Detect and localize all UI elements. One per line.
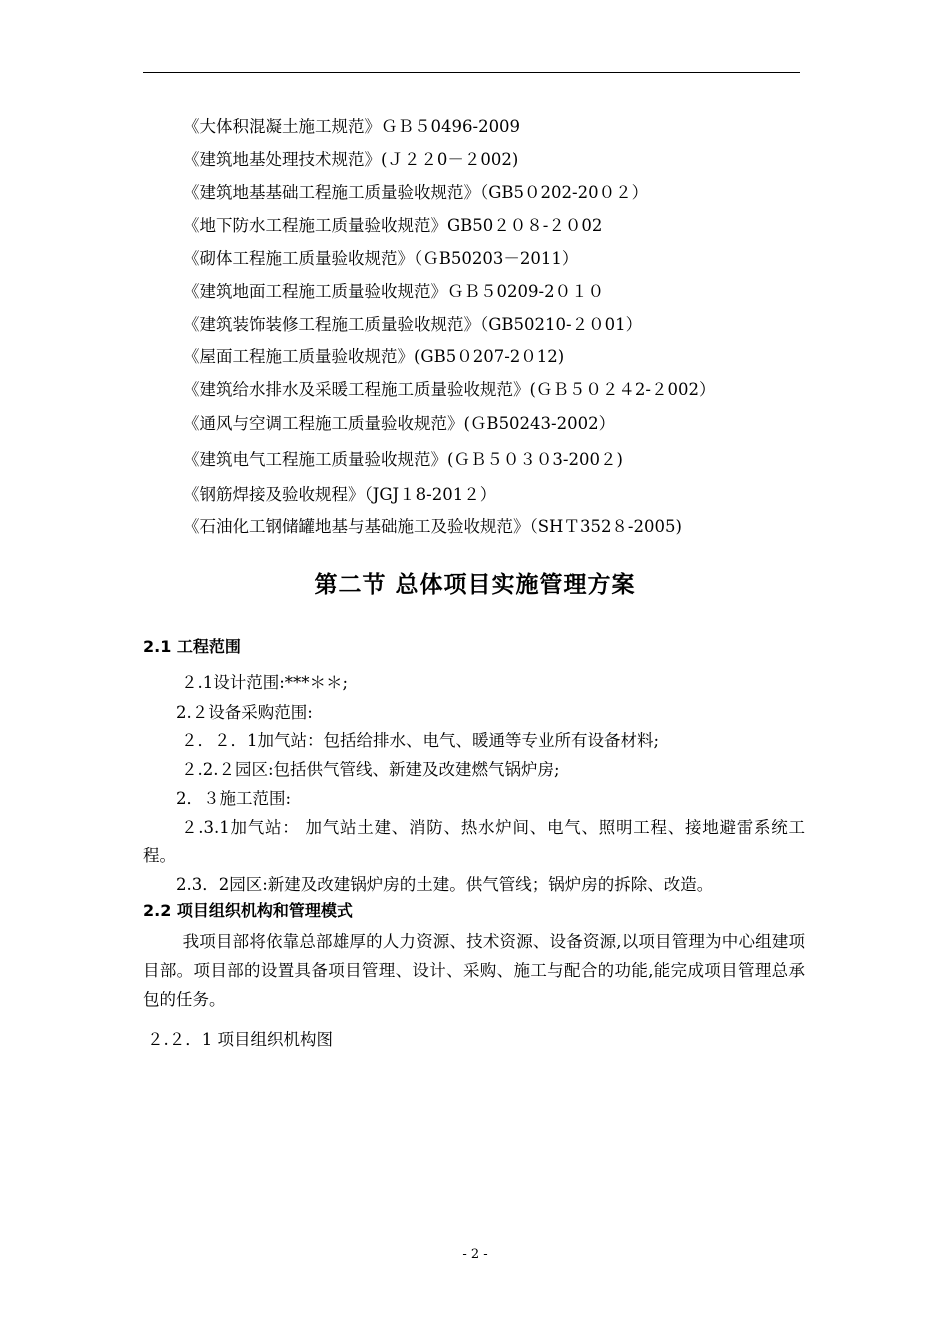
- heading-2-2-1: ２.２．1 项目组织机构图: [147, 1030, 333, 1049]
- page-number: - 2 -: [462, 1247, 488, 1262]
- scope-construction-gas-station: ２.3.1加气站： 加气站土建、消防、热水炉间、电气、照明工程、接地避雷系统工程。: [143, 818, 805, 865]
- standard-item: 《建筑装饰装修工程施工质量验收规范》（GB50210-２０01）: [183, 315, 643, 334]
- standard-item: 《建筑地基基础工程施工质量验收规范》（GB5０202-20０２）: [183, 183, 649, 202]
- standard-item: 《石油化工钢储罐地基与基础施工及验收规范》（SHＴ352８-2005): [183, 517, 682, 536]
- section-title: 第二节 总体项目实施管理方案: [314, 572, 636, 598]
- standard-item: 《建筑地基处理技术规范》(Ｊ２２0－２002): [183, 150, 519, 169]
- standard-item: 《地下防水工程施工质量验收规范》GB50２０８-２０02: [183, 216, 603, 235]
- heading-2-2: 2.2 项目组织机构和管理模式: [143, 901, 353, 920]
- standard-item: 《大体积混凝土施工规范》ＧＢ５0496-2009: [183, 117, 521, 136]
- standard-item: 《建筑给水排水及采暖工程施工质量验收规范》(ＧＢ５０２４2-２002）: [183, 380, 716, 399]
- standard-item: 《建筑电气工程施工质量验收规范》(ＧＢ５０３０3-200２): [183, 450, 623, 469]
- standard-item: 《砌体工程施工质量验收规范》（ＧB50203－2011）: [183, 249, 579, 268]
- standard-item: 《通风与空调工程施工质量验收规范》(ＧB50243-2002）: [183, 414, 616, 433]
- org-paragraph: 我项目部将依靠总部雄厚的人力资源、技术资源、设备资源,以项目管理为中心组建项目部。项目部的设置具备项目管理、设计、采购、施工与配合的功能,能完成项目管理总承包的任务。: [143, 932, 805, 1009]
- standard-item: 《屋面工程施工质量验收规范》(GB5０207-2０12): [183, 347, 565, 366]
- scope-procurement: 2.２设备采购范围:: [176, 703, 313, 722]
- scope-procurement-gas-station: ２．２．1加气站：包括给排水、电气、暖通等专业所有设备材料;: [181, 731, 660, 750]
- heading-2-1: 2.1 工程范围: [143, 637, 241, 656]
- standard-item: 《钢筋焊接及验收规程》（JGJ１8-201２）: [183, 485, 497, 504]
- header-rule: [143, 72, 800, 73]
- scope-design: ２.1设计范围:***＊＊;: [181, 673, 349, 692]
- scope-procurement-park: ２.2.２园区:包括供气管线、新建及改建燃气锅炉房;: [181, 760, 560, 779]
- scope-construction: 2．３施工范围:: [176, 789, 292, 808]
- standard-item: 《建筑地面工程施工质量验收规范》ＧＢ５0209-2０１０: [183, 282, 605, 301]
- scope-construction-park: 2.3．2园区:新建及改建锅炉房的土建。供气管线；锅炉房的拆除、改造。: [176, 875, 714, 894]
